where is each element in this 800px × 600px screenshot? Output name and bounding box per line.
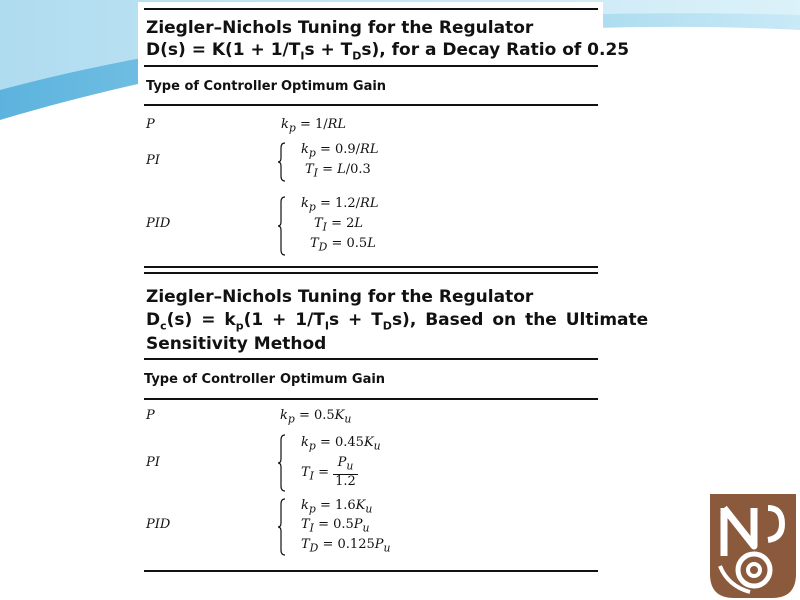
table2-row-pi-kp: $k_p = 0.45K_u$ (301, 435, 381, 453)
table1-header-gain: Optimum Gain (281, 79, 387, 94)
table2-title-line1: Ziegler–Nichols Tuning for the Regulator (146, 287, 534, 307)
table1-row-pid-type: PID (146, 216, 171, 231)
table2-header-rule (144, 398, 598, 400)
table1-row-pid-td: $T_D = 0.5L$ (310, 236, 376, 254)
table1-row-pi-ti: $T_I = L/0.3$ (305, 162, 371, 180)
table1-header-rule (144, 104, 598, 106)
table1-pid-brace (278, 196, 286, 256)
table2-top-rule (144, 272, 598, 274)
table1-title-line2: $D(s) = K(1 + 1/T_Is + T_Ds)$, for a Decay Ratio of 0.25 (146, 40, 630, 63)
table1-title-rule (144, 65, 598, 67)
table1-top-rule (144, 8, 598, 10)
table2-title-line3: Sensitivity Method (146, 334, 327, 354)
table1-row-pi-kp: $k_p = 0.9/RL$ (301, 142, 379, 160)
table1-row-p-kp: $k_p = 1/RL$ (281, 117, 347, 135)
table2-title-line2: $D_c(s) = k_p(1 + 1/T_Is + T_Ds)$, Based on the Ultimate (146, 310, 649, 333)
table1-row-pi-type: PI (146, 153, 160, 168)
table2-row-pid-type: PID (146, 517, 171, 532)
table2-row-pid-ti: $T_I = 0.5P_u$ (301, 517, 370, 535)
table2-header-type: Type of Controller (144, 372, 275, 387)
table1-bottom-rule (144, 266, 598, 268)
table2-row-pid-td: $T_D = 0.125P_u$ (301, 537, 391, 555)
table1-header-type: Type of Controller (146, 79, 277, 94)
table2-row-pi-ti: $T_I$ = $\frac{P_u}{1.2}$ (301, 455, 356, 489)
tuning-tables (138, 2, 649, 576)
table2-pid-brace (278, 498, 286, 556)
university-logo (710, 494, 796, 598)
table2-pi-brace (278, 434, 286, 492)
table2-row-pi-type: PI (146, 455, 160, 470)
table2-row-p-type: P (146, 408, 155, 423)
table2-header-gain: Optimum Gain (280, 372, 386, 387)
table1-row-p-type: P (146, 117, 155, 132)
table2-bottom-rule (144, 570, 598, 572)
table1-pi-brace (278, 142, 286, 182)
table2-title-rule (144, 358, 598, 360)
table2-row-pid-kp: $k_p = 1.6K_u$ (301, 498, 373, 516)
table1-row-pid-ti: $T_I = 2L$ (314, 216, 364, 234)
table1-row-pid-kp: $k_p = 1.2/RL$ (301, 196, 379, 214)
table1-title-line1: Ziegler–Nichols Tuning for the Regulator (146, 18, 534, 38)
table2-row-p-kp: $k_p = 0.5K_u$ (280, 408, 352, 426)
